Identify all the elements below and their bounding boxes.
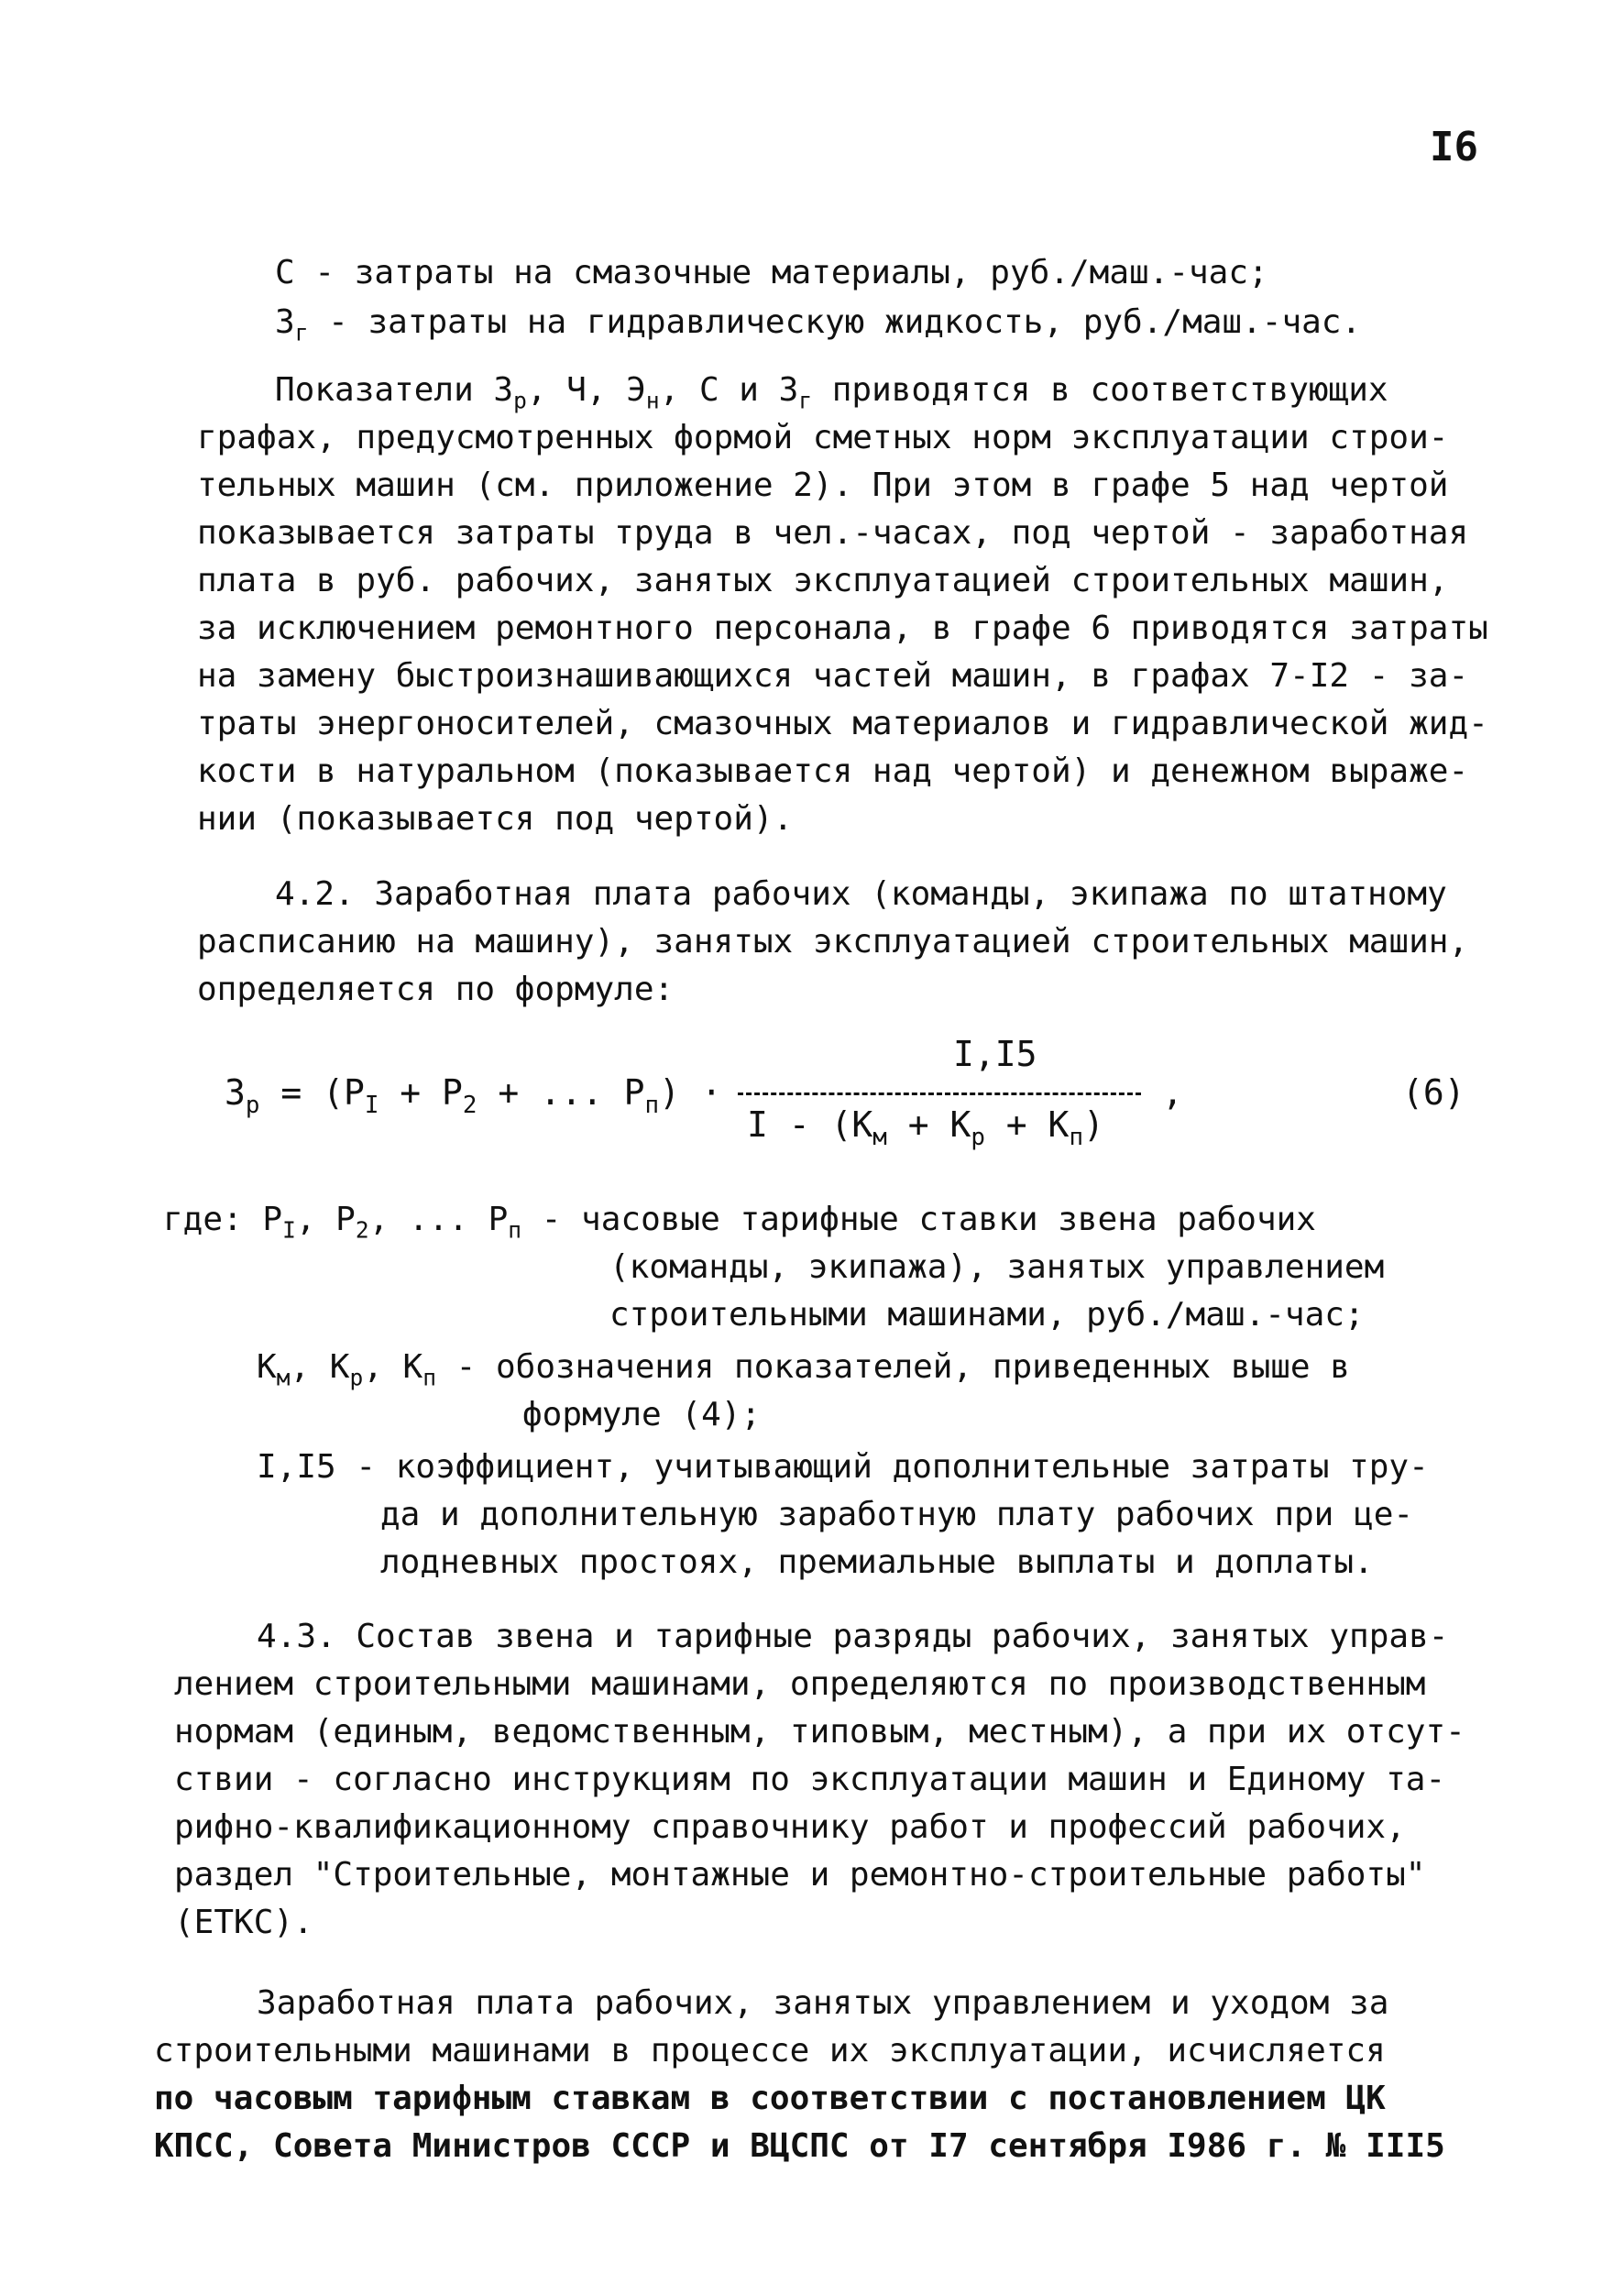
para1-line-2: графах, предусмотренных формой сметных норм эксплуатации строи-: [197, 419, 1449, 456]
formula-subscript: м: [872, 1124, 887, 1152]
subscript: н: [645, 387, 660, 414]
text-run: , Ч, Э: [526, 371, 646, 409]
para4-line-4: КПСС, Совета Министров СССР и ВЦСПС от I7 сентября I986 г. № III5: [154, 2127, 1445, 2165]
para1-line-10: нии (показывается под чертой).: [197, 800, 794, 838]
page-number: I6: [1430, 124, 1478, 170]
formula-text: I - (K: [747, 1104, 873, 1145]
subscript: I: [282, 1216, 296, 1244]
formula-text: + P: [379, 1072, 463, 1113]
text-run: , ... P: [368, 1201, 509, 1238]
where-item-1-line-2: (команды, экипажа), занятых управлением: [609, 1248, 1385, 1286]
formula-text: + K: [886, 1104, 971, 1145]
where-item-3-line-3: лодневных простоях, премиальные выплаты и доплаты.: [380, 1543, 1374, 1581]
formula-subscript: п: [1069, 1124, 1083, 1152]
text-run: приводятся в соответствующих: [812, 371, 1388, 409]
formula-text: + K: [984, 1104, 1070, 1145]
where-item-2-line-2: формуле (4);: [522, 1396, 762, 1433]
formula-subscript: п: [644, 1092, 660, 1120]
formula-denominator: [747, 1104, 1104, 1152]
para3-line-7: (ЕТКС).: [174, 1904, 313, 1941]
definition-subscript: г: [294, 319, 309, 346]
formula-subscript: I: [364, 1092, 379, 1120]
definition-text: - затраты на гидравлическую жидкость, руб./маш.-час.: [308, 303, 1362, 341]
formula-subscript: 2: [462, 1092, 477, 1120]
definition-zg: [275, 299, 1361, 346]
subscript: п: [422, 1364, 436, 1391]
text-run: - обозначения показателей, приведенных выше в: [435, 1348, 1350, 1386]
formula-comma: ,: [1162, 1072, 1183, 1113]
formula-symbol: К: [257, 1348, 277, 1386]
subscript: г: [798, 387, 813, 414]
formula-symbol: P: [262, 1201, 283, 1238]
formula-symbol: З: [225, 1072, 246, 1113]
para1-line-7: на замену быстроизнашивающихся частей машин, в графах 7-I2 - за-: [197, 657, 1469, 695]
subscript: р: [349, 1364, 364, 1391]
text-run: , P: [295, 1201, 356, 1238]
para2-line-1: 4.2. Заработная плата рабочих (команды, экипажа по штатному: [275, 875, 1447, 913]
para4-line-1: Заработная плата рабочих, занятых управлением и уходом за: [257, 1984, 1389, 2022]
para1-line-4: показывается затраты труда в чел.-часах, под чертой - заработная: [197, 514, 1469, 552]
para3-line-1: 4.3. Состав звена и тарифные разряды рабочих, занятых управ-: [257, 1618, 1449, 1655]
para2-line-3: определяется по формуле:: [197, 971, 675, 1008]
subscript: м: [276, 1364, 291, 1391]
formula-numerator: I,I5: [953, 1034, 1037, 1074]
where-item-2: [257, 1344, 1350, 1391]
formula-lhs: [225, 1072, 722, 1120]
formula-number: (6): [1402, 1072, 1465, 1113]
text-run: - часовые тарифные ставки звена рабочих: [521, 1201, 1316, 1238]
where-item-3-line-1: I,I5 - коэффициент, учитывающий дополнительные затраты тру-: [257, 1448, 1429, 1486]
text-run: Показатели З: [275, 371, 514, 409]
where-item-1-line-3: строительными машинами, руб./маш.-час;: [609, 1296, 1365, 1334]
para1-line-9: кости в натуральном (показывается над чертой) и денежном выраже-: [197, 752, 1469, 790]
para1-line-6: за исключением ремонтного персонала, в графе 6 приводятся затраты: [197, 609, 1488, 647]
para3-line-2: лением строительными машинами, определяются по производственным: [174, 1665, 1426, 1703]
para1-line-5: плата в руб. рабочих, занятых эксплуатацией строительных машин,: [197, 562, 1449, 599]
para1-line-3: тельных машин (см. приложение 2). При этом в графе 5 над чертой: [197, 467, 1449, 504]
para4-line-2: строительными машинами в процессе их эксплуатации, исчисляется: [154, 2032, 1386, 2070]
formula-text: ) ·: [659, 1072, 722, 1113]
para3-line-6: раздел "Строительные, монтажные и ремонтно-строительные работы": [174, 1856, 1426, 1894]
para2-line-2: расписанию на машину), занятых эксплуатацией строительных машин,: [197, 923, 1469, 961]
subscript: р: [513, 387, 527, 414]
formula-text: + ... P: [477, 1072, 645, 1113]
definition-text: - затраты на смазочные материалы, руб./маш.-час;: [294, 254, 1268, 291]
formula-subscript: р: [245, 1092, 260, 1120]
definition-c: [275, 249, 1268, 297]
para1-line-8: траты энергоносителей, смазочных материалов и гидравлической жид-: [197, 705, 1488, 742]
para3-line-5: рифно-квалификационному справочнику работ и профессий рабочих,: [174, 1808, 1406, 1846]
where-label: где:: [163, 1201, 243, 1238]
para3-line-4: ствии - согласно инструкциям по эксплуатации машин и Единому та-: [174, 1761, 1446, 1798]
fraction-bar: [738, 1093, 1141, 1095]
where-item-3-line-2: да и дополнительную заработную плату рабочих при це-: [380, 1496, 1414, 1533]
where-item-1: [163, 1196, 1316, 1244]
definition-symbol: З: [275, 303, 295, 341]
formula-text: ): [1083, 1104, 1104, 1145]
text-run: , К: [363, 1348, 423, 1386]
para4-line-3: по часовым тарифным ставкам в соответствии с постановлением ЦК: [154, 2080, 1386, 2117]
para3-line-3: нормам (единым, ведомственным, типовым, местным), а при их отсут-: [174, 1713, 1465, 1751]
subscript: 2: [355, 1216, 369, 1244]
text-run: , С и З: [659, 371, 799, 409]
para1-line-1: [275, 367, 1388, 414]
formula-text: = (P: [259, 1072, 365, 1113]
subscript: п: [508, 1216, 522, 1244]
formula-subscript: р: [971, 1124, 985, 1152]
text-run: , К: [290, 1348, 350, 1386]
definition-symbol: С: [275, 254, 295, 291]
